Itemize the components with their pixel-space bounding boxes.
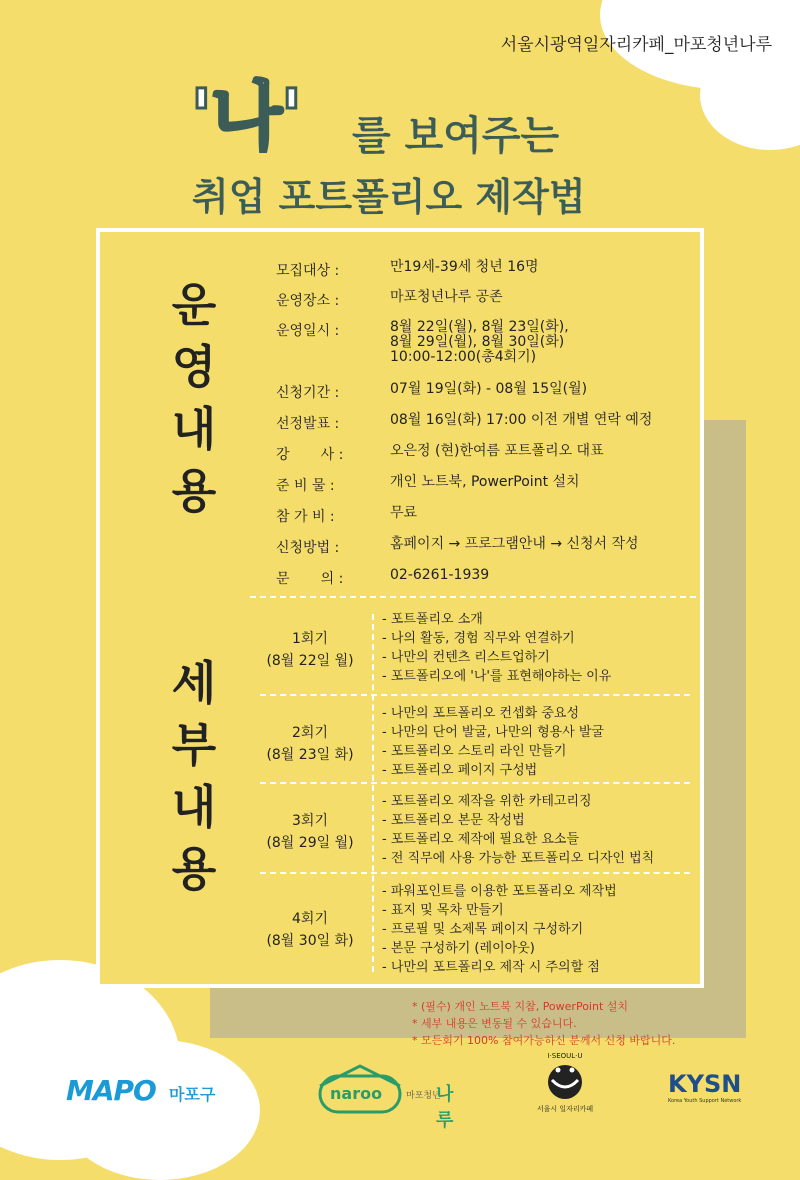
list-item: - 나만의 포트폴리오 컨셉화 중요성: [382, 706, 580, 721]
note-line: * 모든회기 100% 참여가능하신 분께서 신청 바랍니다.: [412, 1034, 676, 1047]
info-label: 운영일시 :: [276, 323, 340, 339]
session-date: (8월 30일 화): [266, 933, 354, 949]
vlabel-char: 부: [171, 718, 217, 772]
section-divider: [250, 596, 696, 598]
info-value: 마포청년나루 공존: [390, 289, 503, 305]
title-line1: 를 보여주는: [352, 113, 560, 159]
kysn-logo-text: KYSN: [668, 1070, 742, 1098]
list-item: - 파워포인트를 이용한 포트폴리오 제작법: [382, 884, 617, 899]
info-value: 무료: [390, 505, 418, 521]
info-label: 강 사 :: [276, 447, 344, 463]
session-column-divider: [372, 614, 374, 972]
naroo-logo-kr: 나루: [436, 1084, 454, 1131]
vlabel-char: 용: [171, 842, 217, 896]
info-label: 운영장소 :: [276, 293, 340, 309]
naroo-logo-sub: 마포청년: [406, 1091, 441, 1101]
seoul-logo-bottom: 서울시 일자리카페: [536, 1105, 594, 1113]
info-label: 참 가 비 :: [276, 509, 335, 525]
vlabel-char: 세: [171, 656, 217, 710]
note-line: * (필수) 개인 노트북 지참, PowerPoint 설치: [412, 1000, 629, 1013]
list-item: - 전 직무에 사용 가능한 포트폴리오 디자인 법칙: [382, 851, 655, 866]
list-item: - 포트폴리오 스토리 라인 만들기: [382, 744, 567, 759]
logo-bar: [0, 1052, 800, 1131]
list-item: - 나만의 단어 발굴, 나만의 형용사 발굴: [382, 725, 604, 740]
list-item: - 포트폴리오 제작을 위한 카테고리징: [382, 794, 592, 809]
list-item: - 포트폴리오 페이지 구성법: [382, 763, 538, 778]
title-highlight: '나': [190, 74, 301, 160]
session-name-block: [250, 908, 370, 952]
session-divider: [260, 782, 690, 784]
info-value: 개인 노트북, PowerPoint 설치: [390, 474, 580, 490]
title-line2: 취업 포트폴리오 제작법: [192, 175, 586, 219]
session-name-block: [250, 810, 370, 854]
session-divider: [260, 694, 690, 696]
seoul-smile-icon: [543, 1060, 587, 1100]
session-date: (8월 29일 월): [266, 835, 354, 851]
list-item: - 포트폴리오에 '나'를 표현해야하는 이유: [382, 669, 612, 684]
seoul-cafe-logo: [530, 1052, 600, 1122]
list-item: - 포트폴리오 본문 작성법: [382, 813, 525, 828]
list-item: - 나만의 컨텐츠 리스트업하기: [382, 650, 550, 665]
info-label: 신청방법 :: [276, 540, 340, 556]
session-items: [382, 882, 617, 977]
vlabel-char: 영: [171, 340, 217, 394]
vertical-label-detail: [154, 656, 234, 908]
seoul-logo-top: I·SEOUL·U: [547, 1052, 583, 1060]
info-value: 08월 16일(화) 17:00 이전 개별 연락 예정: [390, 412, 653, 428]
info-label: 준 비 물 :: [276, 478, 335, 494]
list-item: - 포트폴리오 제작에 필요한 요소들: [382, 832, 580, 847]
session-items: [382, 792, 654, 868]
session-name: 2회기: [292, 725, 328, 741]
info-label: 문 의 :: [276, 571, 344, 587]
organization-name: 서울시광역일자리카페_마포청년나루: [500, 35, 772, 55]
info-label: 신청기간 :: [276, 385, 340, 401]
mapo-logo-text: MAPO: [66, 1074, 156, 1107]
session-items: [382, 610, 611, 686]
naroo-logo: [316, 1062, 466, 1131]
info-card: [96, 228, 704, 988]
session-name-block: [250, 722, 370, 766]
mapo-logo: [66, 1074, 215, 1107]
session-name: 1회기: [292, 631, 328, 647]
session-date: (8월 22일 월): [266, 653, 354, 669]
info-value: 만19세-39세 청년 16명: [390, 259, 539, 275]
list-item: - 표지 및 목차 만들기: [382, 903, 504, 918]
vlabel-char: 내: [171, 780, 217, 834]
kysn-logo: [668, 1070, 741, 1104]
list-item: - 나의 활동, 경험 직무와 연결하기: [382, 631, 575, 646]
session-date: (8월 23일 화): [266, 747, 354, 763]
mapo-logo-kr: 마포구: [168, 1085, 216, 1104]
kysn-logo-sub: Korea Youth Support Network: [668, 1098, 742, 1104]
vlabel-char: 용: [171, 464, 217, 518]
session-items: [382, 704, 604, 780]
naroo-logo-text: naroo: [330, 1084, 383, 1103]
session-name-block: [250, 628, 370, 672]
note-line: * 세부 내용은 변동될 수 있습니다.: [412, 1017, 577, 1030]
info-value: 02-6261-1939: [390, 567, 490, 583]
info-value: 오은정 (현)한여름 포트폴리오 대표: [390, 443, 604, 459]
list-item: - 프로필 및 소제목 페이지 구성하기: [382, 922, 584, 937]
list-item: - 본문 구성하기 (레이아웃): [382, 941, 535, 956]
session-name: 4회기: [292, 911, 328, 927]
info-value: 07월 19일(화) - 08월 15일(월): [390, 381, 588, 397]
info-label: 선정발표 :: [276, 416, 340, 432]
info-value: 8월 22일(월), 8월 23일(화), 8월 29일(월), 8월 30일(화) 10:00-12:00(총4회기): [390, 319, 569, 365]
list-item: - 나만의 포트폴리오 제작 시 주의할 점: [382, 960, 600, 975]
vertical-label-operation: [154, 278, 234, 530]
list-item: - 포트폴리오 소개: [382, 612, 483, 627]
notes: [412, 998, 675, 1049]
info-value: 홈페이지 → 프로그램안내 → 신청서 작성: [390, 536, 639, 552]
session-name: 3회기: [292, 813, 328, 829]
info-label: 모집대상 :: [276, 263, 340, 279]
vlabel-char: 운: [171, 278, 217, 332]
session-divider: [260, 872, 690, 874]
vlabel-char: 내: [171, 402, 217, 456]
